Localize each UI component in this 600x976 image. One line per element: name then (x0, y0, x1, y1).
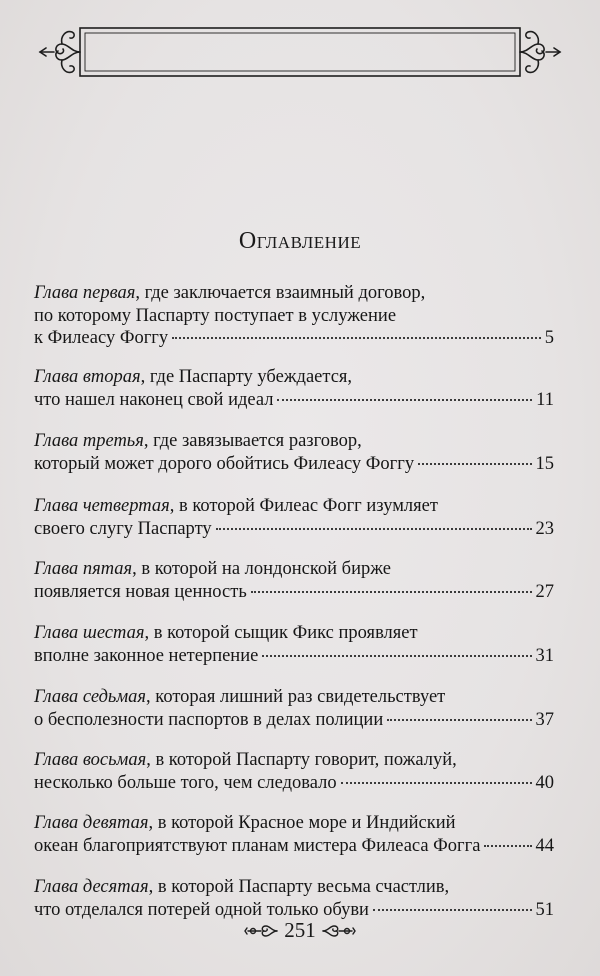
toc-entry-final-line (34, 327, 554, 350)
header-ornament-frame (36, 22, 564, 82)
toc-entry-final-line (34, 518, 554, 541)
chapter-page-number[interactable]: 31 (535, 645, 554, 666)
chapter-page-number[interactable]: 37 (535, 709, 554, 730)
chapter-label: Глава десятая (34, 877, 149, 897)
chapter-label: Глава седьмая (34, 687, 147, 707)
chapter-description-end: что нашел наконец свой идеал (34, 389, 274, 410)
toc-entry-heading-line (34, 282, 554, 305)
chapter-description-start: , в которой Филеас Фогг изумляет (169, 496, 438, 516)
toc-entry[interactable] (34, 495, 554, 540)
dot-leader (262, 655, 531, 657)
chapter-label: Глава пятая (34, 559, 133, 579)
chapter-description-start: , где завязывается разговор, (143, 431, 362, 451)
page-footer (0, 918, 600, 943)
chapter-description-end: своего слугу Паспарту (34, 518, 212, 539)
toc-entry-final-line (34, 453, 554, 476)
chapter-description-end: к Филеасу Фоггу (34, 328, 169, 348)
toc-entry-heading-line (34, 749, 554, 772)
dot-leader (387, 719, 531, 721)
chapter-page-number[interactable]: 40 (535, 772, 554, 793)
toc-entry[interactable] (34, 812, 554, 857)
chapter-label: Глава восьмая (34, 750, 147, 770)
chapter-description-end: несколько больше того, чем следовало (34, 772, 337, 793)
dot-leader (251, 591, 532, 593)
chapter-label: Глава шестая (34, 623, 145, 643)
page-number: 251 (284, 918, 316, 942)
chapter-label: Глава первая (34, 283, 136, 303)
dot-leader (373, 909, 532, 911)
toc-entry-heading-line (34, 430, 554, 453)
toc-title: Оглавление (238, 228, 362, 254)
chapter-description-end: что отделался потерей одной только обуви (34, 899, 369, 920)
toc-entry-heading-line (34, 812, 554, 835)
chapter-description-start: , в которой Паспарту весьма счастлив, (148, 877, 450, 897)
chapter-page-number[interactable]: 15 (535, 453, 554, 474)
chapter-description-start: , в которой на лондонской бирже (132, 559, 391, 579)
dot-leader (277, 399, 532, 401)
dot-leader (172, 337, 541, 339)
footer-right-ornament (322, 923, 356, 939)
chapter-label: Глава вторая (34, 367, 141, 387)
toc-entry-heading-line (34, 366, 554, 389)
dot-leader (341, 782, 532, 784)
chapter-description-start: , в которой сыщик Фикс проявляет (144, 623, 418, 643)
chapter-description-start: , в которой Паспарту говорит, пожалуй, (146, 750, 457, 770)
chapter-description-end: океан благоприятствуют планам мистера Филеаса Фогга (34, 835, 481, 856)
toc-entry-final-line (34, 772, 554, 795)
chapter-description-end: который может дорого обойтись Филеасу Фоггу (34, 453, 415, 474)
toc-entry[interactable] (34, 430, 554, 475)
toc-entry[interactable] (34, 876, 554, 921)
toc-entry-heading-line (34, 495, 554, 518)
chapter-label: Глава четвертая (34, 496, 170, 516)
chapter-description-start: , в которой Красное море и Индийский (148, 813, 456, 833)
toc-entry[interactable] (34, 282, 554, 350)
dot-leader (418, 463, 531, 465)
chapter-description-end: о бесполезности паспортов в делах полиции (34, 709, 384, 730)
chapter-label: Глава девятая (34, 813, 149, 833)
chapter-page-number[interactable]: 51 (535, 899, 554, 920)
chapter-description-start: , где заключается взаимный договор, (135, 283, 426, 303)
toc-entry-final-line (34, 389, 554, 412)
chapter-description-start: , где Паспарту убеждается, (140, 367, 353, 387)
toc-entry[interactable] (34, 366, 554, 411)
toc-entry-heading-line (34, 686, 554, 709)
toc-entry-heading-line (34, 622, 554, 645)
chapter-page-number[interactable]: 27 (535, 581, 554, 602)
toc-entry-final-line (34, 581, 554, 604)
chapter-page-number[interactable]: 23 (535, 518, 554, 539)
dot-leader (484, 845, 531, 847)
chapter-page-number[interactable]: 5 (544, 328, 554, 348)
footer-left-ornament (244, 923, 278, 939)
toc-entry[interactable] (34, 558, 554, 603)
chapter-description-end: появляется новая ценность (34, 581, 247, 602)
dot-leader (216, 528, 532, 530)
chapter-label: Глава третья (34, 431, 144, 451)
chapter-description-start: , которая лишний раз свидетельствует (146, 687, 446, 707)
chapter-page-number[interactable]: 44 (535, 835, 554, 856)
chapter-description-end: вполне законное нетерпение (34, 645, 259, 666)
toc-entry-final-line (34, 645, 554, 668)
toc-entry[interactable] (34, 622, 554, 667)
toc-entry[interactable] (34, 749, 554, 794)
chapter-page-number[interactable]: 11 (536, 389, 554, 410)
toc-entry-heading-line (34, 558, 554, 581)
toc-entry-final-line (34, 835, 554, 858)
chapter-description-line: по которому Паспарту поступает в услужение (34, 305, 397, 326)
toc-entry-final-line (34, 709, 554, 732)
toc-entry-heading-line (34, 876, 554, 899)
toc-entry[interactable] (34, 686, 554, 731)
